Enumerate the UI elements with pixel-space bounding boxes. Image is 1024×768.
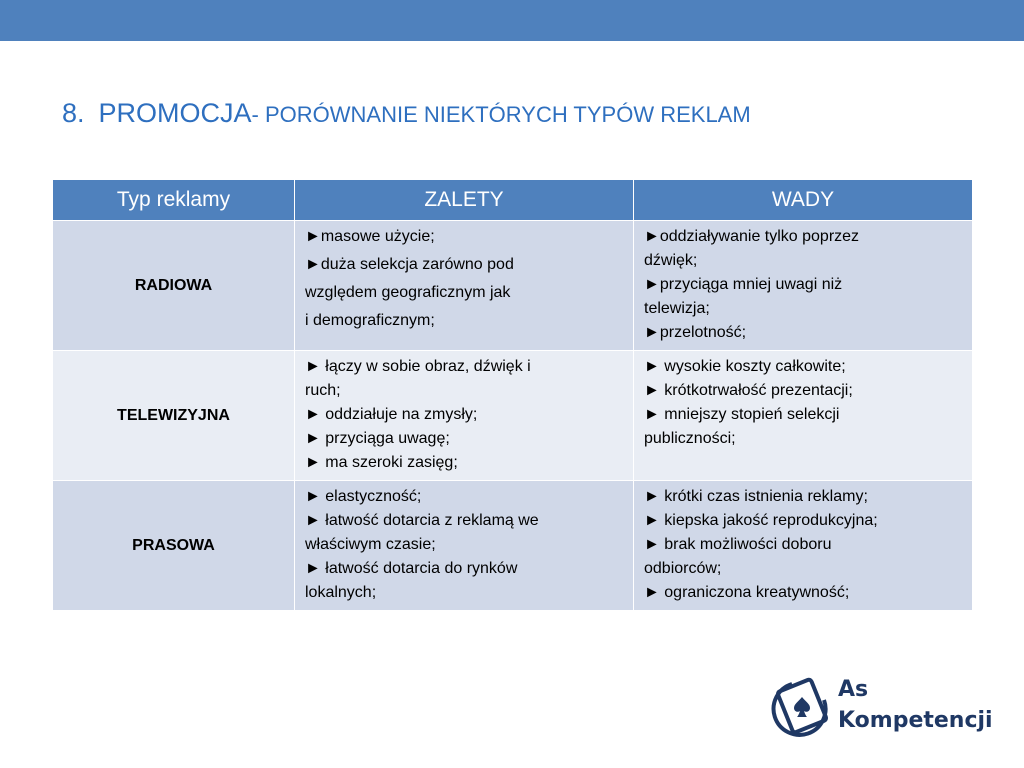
list-item: ► krótkotrwałość prezentacji; [644,382,853,399]
list-item: właściwym czasie; [305,536,436,553]
ad-type-cell: TELEWIZYJNA [53,351,295,481]
zalety-cell [295,221,634,351]
list-item: ► kiepska jakość reprodukcyjna; [644,512,878,529]
zalety-cell [295,481,634,611]
list-item: ►przelotność; [644,324,747,341]
list-item: ruch; [305,382,341,399]
ad-type-cell: PRASOWA [53,481,295,611]
list-item: ►masowe użycie; [305,228,435,245]
logo-line-1: As [838,677,869,702]
list-item: dźwięk; [644,252,698,269]
title-main: PROMOCJA [98,98,252,128]
list-item: ►oddziaływanie tylko poprzez [644,228,860,245]
ad-comparison-table [52,179,973,611]
list-item: ► łączy w sobie obraz, dźwięk i [305,358,531,375]
wady-cell [634,481,973,611]
wady-cell [634,221,973,351]
table-row [53,351,973,481]
list-item: ► łatwość dotarcia do rynków [305,560,518,577]
list-item: ►przyciąga mniej uwagi niż [644,276,843,293]
logo-line-2: Kompetencji [838,708,993,733]
list-item: odbiorców; [644,560,722,577]
list-item: publiczności; [644,430,736,447]
list-item: ► przyciąga uwagę; [305,430,450,447]
header-type: Typ reklamy [53,180,295,221]
header-zalety: ZALETY [295,180,634,221]
list-item: ► oddziałuje na zmysły; [305,406,478,423]
list-item: ► ograniczona kreatywność; [644,584,850,601]
list-item: telewizja; [644,300,710,317]
list-item: ►duża selekcja zarówno pod [305,256,514,273]
slide-title [62,98,982,129]
list-item: ► łatwość dotarcia z reklamą we [305,512,539,529]
logo [770,670,1000,745]
wady-cell [634,351,973,481]
logo-mark-icon [770,670,834,742]
title-subtitle: - PORÓWNANIE NIEKTÓRYCH TYPÓW REKLAM [251,102,751,127]
list-item: ► mniejszy stopień selekcji [644,406,840,423]
top-accent-bar [0,0,1024,41]
list-item: lokalnych; [305,584,377,601]
header-row [53,180,973,221]
list-item: ► ma szeroki zasięg; [305,454,458,471]
table-row [53,221,973,351]
list-item: ► krótki czas istnienia reklamy; [644,488,868,505]
list-item: ► wysokie koszty całkowite; [644,358,846,375]
zalety-cell [295,351,634,481]
header-wady: WADY [634,180,973,221]
ad-type-cell: RADIOWA [53,221,295,351]
list-item: i demograficznym; [305,312,435,329]
list-item: ► elastyczność; [305,488,422,505]
list-item: ► brak możliwości doboru [644,536,832,553]
list-item: względem geograficznym jak [305,284,511,301]
slide-number: 8. [62,98,85,128]
table-row [53,481,973,611]
logo-text [838,674,993,736]
